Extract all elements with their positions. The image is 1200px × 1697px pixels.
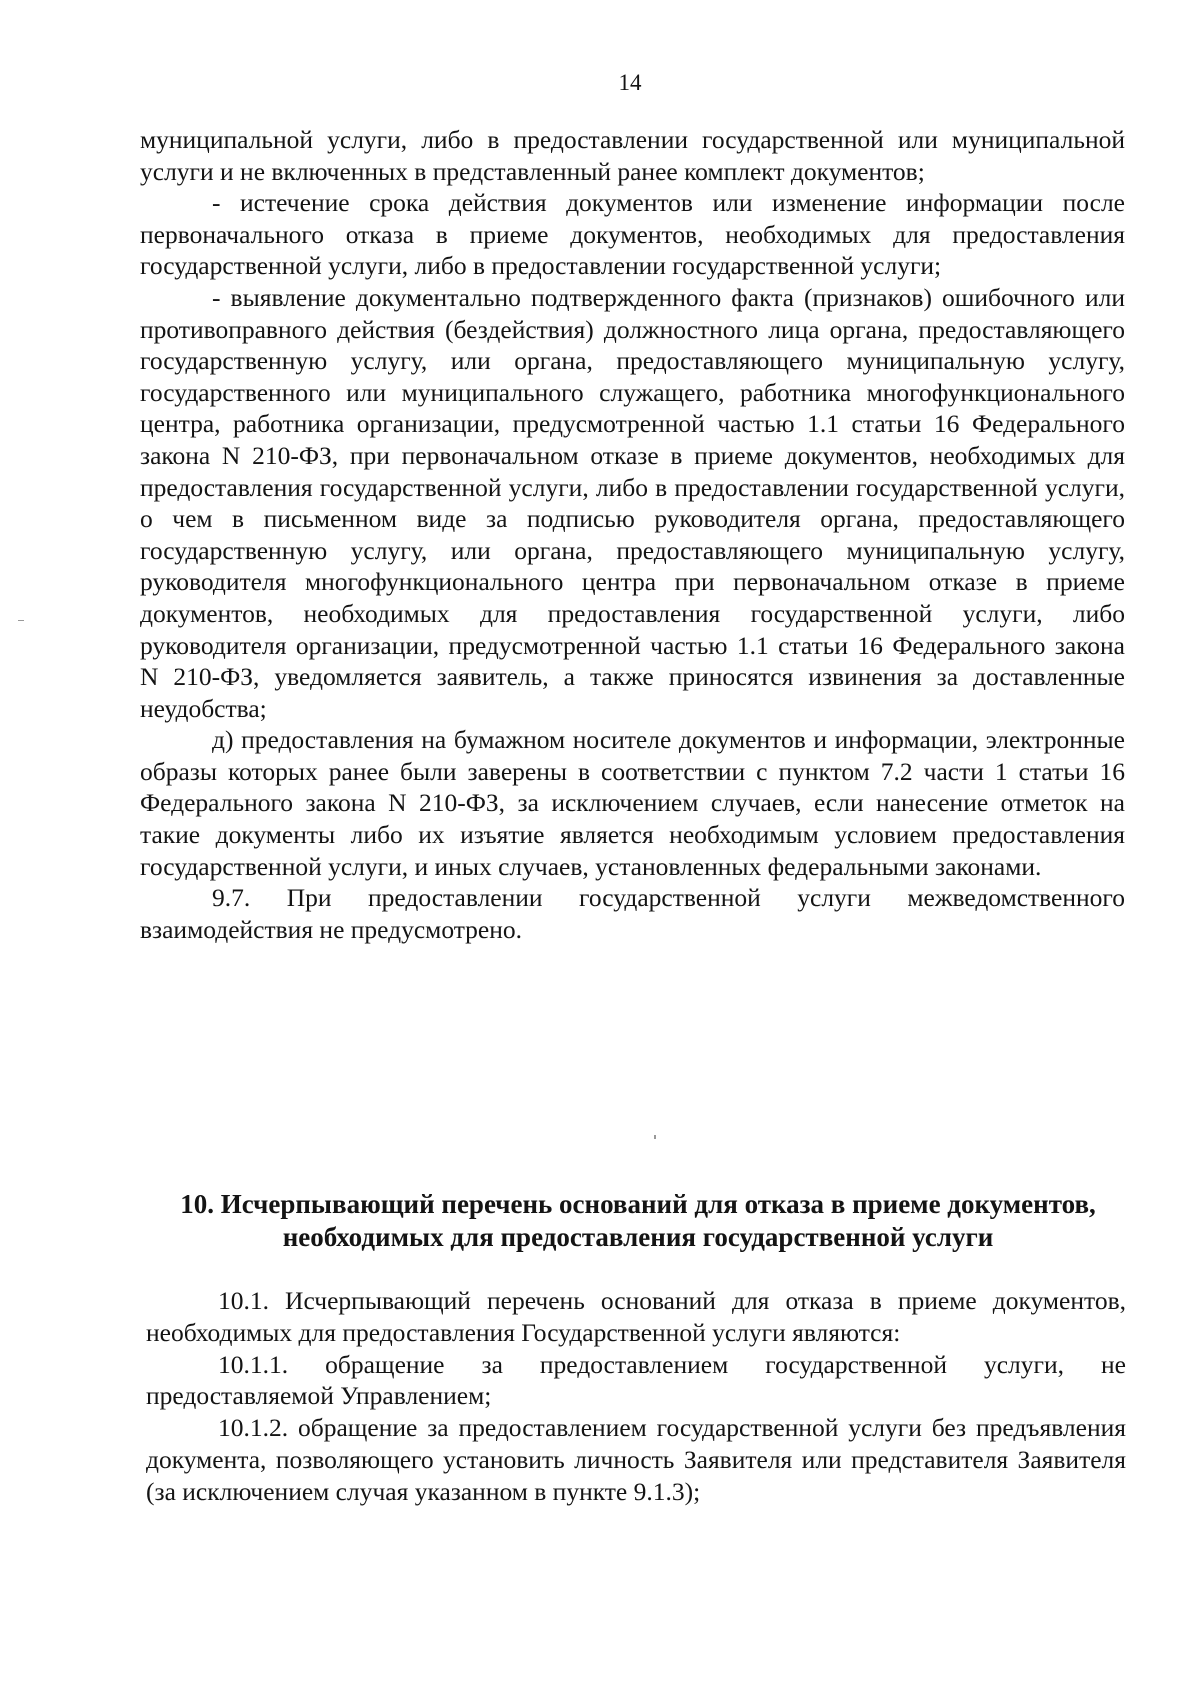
paragraph: 9.7. При предоставлении государственной услуги межведомственного взаимодействия не предусмотрено.	[140, 883, 1125, 944]
paragraph: 10.1.1. обращение за предоставлением государственной услуги, не предоставляемой Управлением;	[146, 1349, 1126, 1411]
paragraph: - выявление документально подтвержденного факта (признаков) ошибочного или противоправного действия (бездействия) должностного лица органа, предоставляющего государственную услугу, или органа, предоставляющего муниципальную услугу, государственного или муниципального служащего, работника многофункционального центра, работника организации, предусмотренной частью 1.1 статьи 16 Федерального закона N 210-ФЗ, при первоначальном отказе в приеме документов, необходимых для предоставления государственной услуги, либо в предоставлении государственной услуги, о чем в письменном виде за подписью руководителя органа, предоставляющего государственную услугу, или органа, предоставляющего муниципальную услугу, руководителя многофункционального центра при первоначальном отказе в приеме документов, необходимых для предоставления государственной услуги, либо руководителя организации, предусмотренной частью 1.1 статьи 16 Федерального закона N 210-ФЗ, уведомляется заявитель, а также приносятся извинения за доставленные неудобства;	[140, 282, 1125, 723]
section-heading	[148, 1188, 1128, 1254]
scan-speck	[18, 620, 24, 621]
page-number: 14	[618, 70, 642, 95]
scan-speck	[654, 1135, 656, 1139]
section-heading-line: необходимых для предоставления государственной услуги	[282, 1222, 994, 1252]
paragraph: д) предоставления на бумажном носителе документов и информации, электронные образы которых ранее были заверены в соответствии с пунктом 7.2 части 1 статьи 16 Федерального закона N 210-ФЗ, за исключением случаев, если нанесение отметок на такие документы либо их изъятие является необходимым условием предоставления государственной услуги, и иных случаев, установленных федеральными законами.	[140, 725, 1125, 881]
text-block-bottom	[146, 1285, 1126, 1508]
paragraph: 10.1. Исчерпывающий перечень оснований для отказа в приеме документов, необходимых для предоставления Государственной услуги являются:	[146, 1286, 1126, 1347]
paragraph: 10.1.2. обращение за предоставлением государственной услуги без предъявления документа, позволяющего установить личность Заявителя или представителя Заявителя (за исключением случая указанном в пункте 9.1.3);	[146, 1413, 1126, 1506]
paragraph: муниципальной услуги, либо в предоставлении государственной или муниципальной услуги и не включенных в представленный ранее комплект документов;	[140, 125, 1125, 186]
section-heading-line: 10. Исчерпывающий перечень оснований для отказа в приеме документов,	[180, 1189, 1096, 1219]
paragraph: - истечение срока действия документов или изменение информации после первоначального отказа в приеме документов, необходимых для предоставления государственной услуги, либо в предоставлении государственной услуги;	[140, 188, 1125, 281]
text-block-top	[140, 124, 1125, 945]
